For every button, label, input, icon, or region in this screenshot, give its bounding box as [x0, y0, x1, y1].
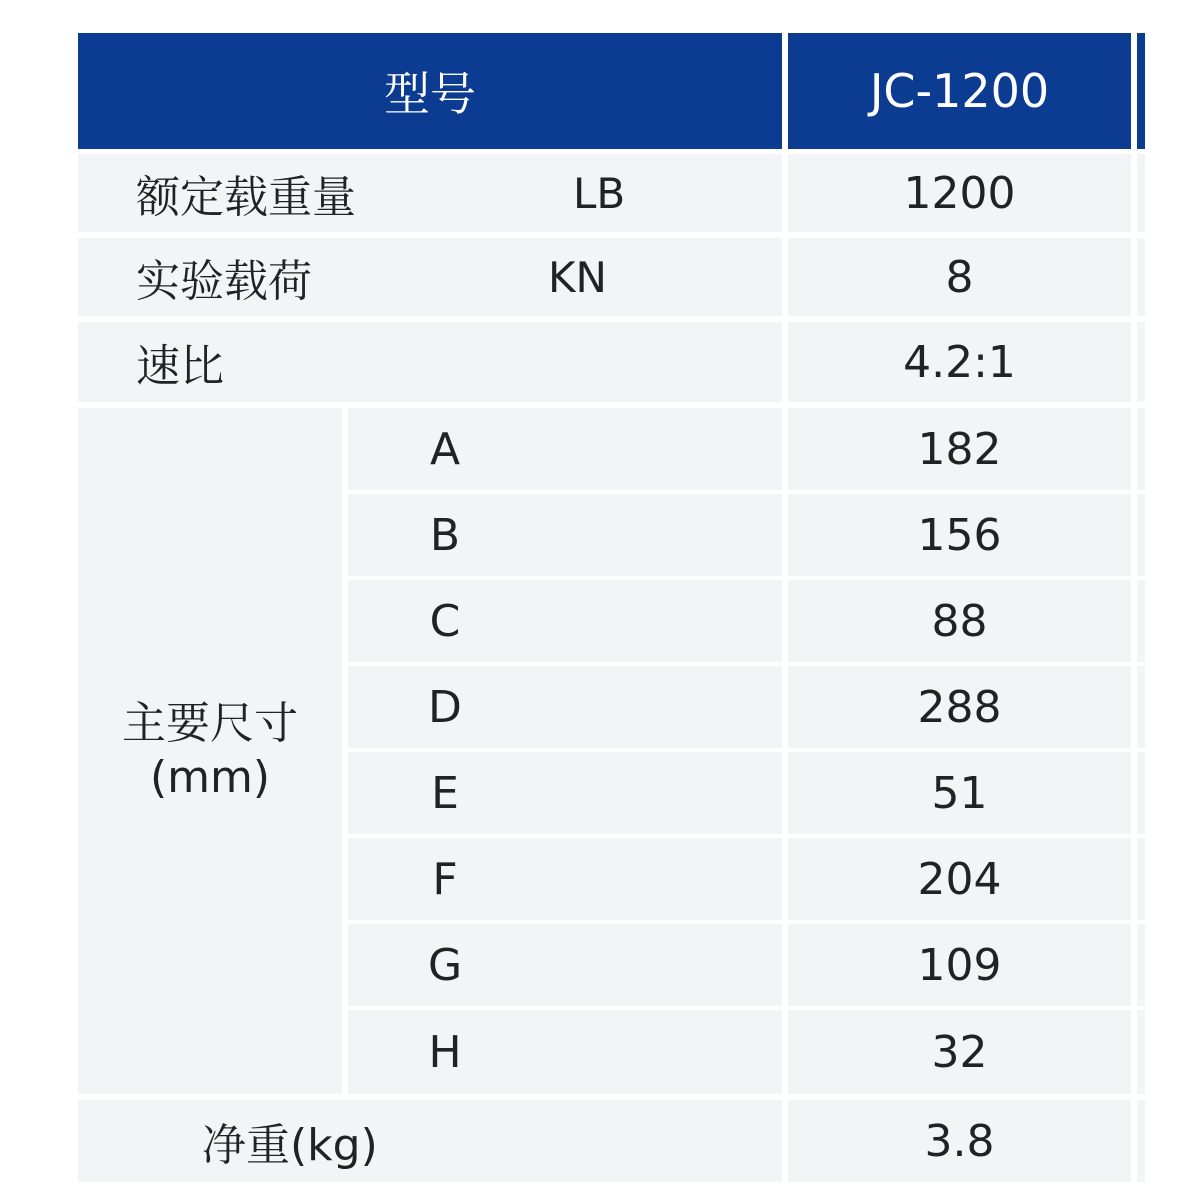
dimension-value	[788, 924, 1131, 1006]
dimension-key	[348, 494, 782, 576]
dimension-value	[788, 408, 1131, 490]
next-column-edge	[1137, 322, 1145, 402]
dimension-value-text: 156	[917, 509, 1002, 561]
dimension-key	[348, 1010, 782, 1094]
next-column-header-edge	[1137, 33, 1145, 149]
next-column-edge	[1137, 408, 1145, 490]
row-label: 额定载重量	[136, 172, 356, 223]
model-header-value-text: JC-1200	[869, 64, 1050, 118]
row-label: 速比	[136, 341, 224, 392]
model-header-value	[788, 33, 1131, 149]
row-value	[788, 322, 1131, 402]
dimension-value-text: 288	[917, 681, 1002, 733]
row-rated-load	[78, 154, 782, 232]
dimension-key	[348, 924, 782, 1006]
dimension-value	[788, 838, 1131, 920]
dimension-value-text: 88	[931, 595, 988, 647]
dimension-key	[348, 408, 782, 490]
dimension-key-text: D	[428, 681, 462, 733]
dimension-key	[348, 838, 782, 920]
next-column-edge	[1137, 924, 1145, 1006]
dimension-key-text: E	[431, 767, 459, 819]
row-value	[788, 154, 1131, 232]
model-header-label	[78, 33, 782, 149]
net-weight-label: 净重(kg)	[202, 1120, 378, 1171]
next-column-edge	[1137, 666, 1145, 748]
row-value-text: 8	[945, 251, 974, 303]
next-column-edge	[1137, 1010, 1145, 1094]
row-speed-ratio	[78, 322, 782, 402]
row-label: 实验载荷	[136, 256, 312, 307]
row-net-weight	[78, 1100, 782, 1182]
next-column-edge	[1137, 1100, 1145, 1182]
next-column-edge	[1137, 580, 1145, 662]
dimension-value	[788, 580, 1131, 662]
dimensions-label-line2: (mm)	[149, 752, 271, 803]
dimension-key-text: H	[428, 1026, 462, 1078]
dimension-key	[348, 666, 782, 748]
row-value-text: 1200	[903, 167, 1016, 219]
dimension-value-text: 51	[931, 767, 988, 819]
next-column-edge	[1137, 494, 1145, 576]
dimension-value-text: 109	[917, 939, 1002, 991]
dimensions-label-line1: 主要尺寸	[122, 698, 298, 749]
dimension-value-text: 32	[931, 1026, 988, 1078]
dimension-value	[788, 1010, 1131, 1094]
dimension-key-text: A	[429, 423, 461, 475]
row-unit: LB	[573, 168, 626, 218]
net-weight-value	[788, 1100, 1131, 1182]
dimensions-group-label	[78, 408, 342, 1094]
dimension-value	[788, 666, 1131, 748]
dimension-key-text: F	[432, 853, 458, 905]
net-weight-value-text: 3.8	[924, 1115, 995, 1167]
next-column-edge	[1137, 238, 1145, 316]
row-unit: KN	[548, 252, 607, 302]
next-column-edge	[1137, 838, 1145, 920]
row-value	[788, 238, 1131, 316]
next-column-edge	[1137, 154, 1145, 232]
dimension-value	[788, 494, 1131, 576]
row-value-text: 4.2:1	[903, 336, 1016, 388]
row-test-load	[78, 238, 782, 316]
dimension-key-text: G	[427, 939, 463, 991]
dimension-key-text: C	[429, 595, 461, 647]
dimension-key-text: B	[429, 509, 461, 561]
dimension-value-text: 182	[917, 423, 1002, 475]
model-header-label-text: 型号	[384, 67, 476, 121]
dimension-key	[348, 580, 782, 662]
next-column-edge	[1137, 752, 1145, 834]
dimension-value	[788, 752, 1131, 834]
dimension-value-text: 204	[917, 853, 1002, 905]
dimension-key	[348, 752, 782, 834]
